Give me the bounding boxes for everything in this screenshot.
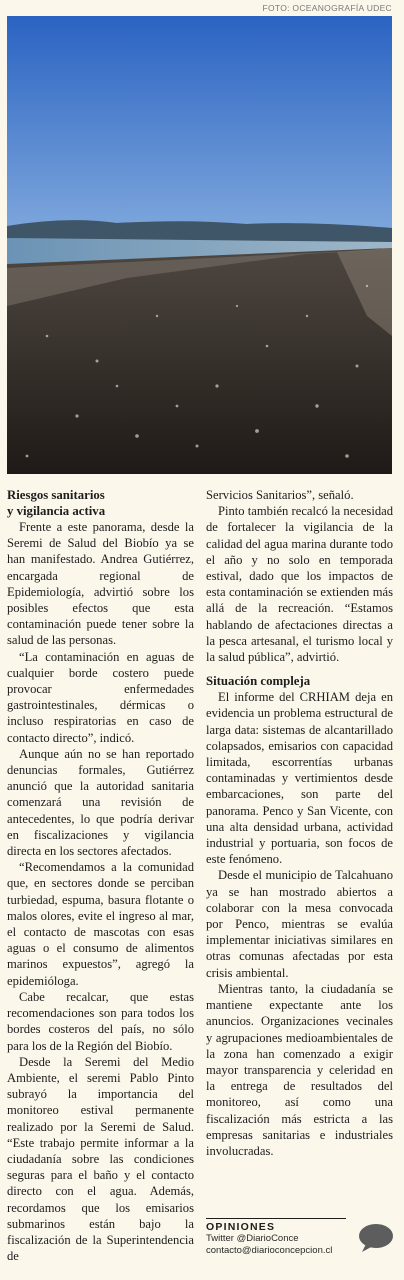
article-column-right — [206, 487, 393, 1159]
twitter-handle[interactable]: Twitter @DiarioConce — [206, 1233, 299, 1244]
photo-credit: FOTO: OCEANOGRAFÍA UDEC — [262, 3, 392, 13]
opiniones-title: OPINIONES — [206, 1218, 346, 1233]
paragraph: El informe del CRHIAM deja en evidencia un problema estructural de larga data: sistemas de alcantarillado colapsados, emisarios con capacidad limitada, escorrentías urbanas contaminadas y vertimientos desde embarcaciones, son parte del panorama. Penco y San Vicente, con una alta densidad urbana, actividad industrial y portuaria, son focos de este fenómeno. — [206, 690, 393, 867]
paragraph: “Recomendamos a la comunidad que, en sectores donde se perciban turbiedad, espuma, basura flotante o malos olores, evite el ingreso al mar, el contacto de mascotas con esas aguas o el consumo de alimentos marinos expuestos”, agregó la epidemióloga. — [7, 860, 194, 988]
paragraph-continuation: Servicios Sanitarios”, señaló. — [206, 488, 354, 502]
section-heading: Situación compleja — [206, 674, 311, 689]
paragraph: “La contaminación en aguas de cualquier borde costero puede provocar enfermedades gastrointestinales, dérmicas o incluso respiratorias en caso de contacto directo”, indicó. — [7, 649, 194, 745]
paragraph: Aunque aún no se han reportado denuncias formales, Gutiérrez anunció que la autoridad sanitaria comenzará una revisión de antecedentes, lo que podría derivar en fiscalizaciones y vigilancia directa en los sectores afectados. — [7, 746, 194, 859]
speech-bubble-icon — [358, 1223, 394, 1253]
contact-email[interactable]: contacto@diarioconcepcion.cl — [206, 1245, 333, 1256]
paragraph: Frente a este panorama, desde la Seremi de Salud del Biobío ya se han manifestado. Andrea Gutiérrez, encargada regional de Epidemiología, advirtió sobre los posibles efectos que esta contaminación puede tener sobre la salud de las personas. — [7, 520, 194, 648]
paragraph: Pinto también recalcó la necesidad de fortalecer la vigilancia de la calidad del agua marina durante todo el año y no solo en temporada estival, dado que los impactos de esta contaminación se extienden más allá de la recreación. “Estamos hablando de afectaciones directas a la pesca artesanal, el turismo local y la salud pública”, advirtió. — [206, 504, 393, 665]
beach-photo — [7, 16, 392, 474]
paragraph: Mientras tanto, la ciudadanía se mantiene expectante ante los anuncios. Organizaciones vecinales y agrupaciones medioambientales de la zona han comenzado a exigir mayor transparencia y celeridad en la entrega de resultados del monitoreo, así como una fiscalización más estricta a las empresas sanitarias e industriales involucradas. — [206, 981, 393, 1158]
article-column-left — [7, 487, 194, 1264]
section-heading: Riesgos sanitarios y vigilancia activa — [7, 488, 106, 518]
paragraph: Desde el municipio de Talcahuano ya se han mostrado abiertos a colaborar con la mesa convocada por Penco, mientras se evalúa implementar iniciativas similares en otras comunas afectadas por esta crisis ambiental. — [206, 868, 393, 980]
paragraph: Desde la Seremi del Medio Ambiente, el seremi Pablo Pinto subrayó la importancia del monitoreo estival permanente realizado por la Seremi de Salud. “Este trabajo permite informar a la ciudadanía sobre las condiciones seguras para el baño y el contacto directo con el agua. Además, recordamos que los emisarios submarinos están bajo la fiscalización de la Superintendencia de — [7, 1054, 194, 1264]
paragraph: Cabe recalcar, que estas recomendaciones son para todos los bordes costeros del país, no sólo para los de la Región del Biobío. — [7, 989, 194, 1053]
